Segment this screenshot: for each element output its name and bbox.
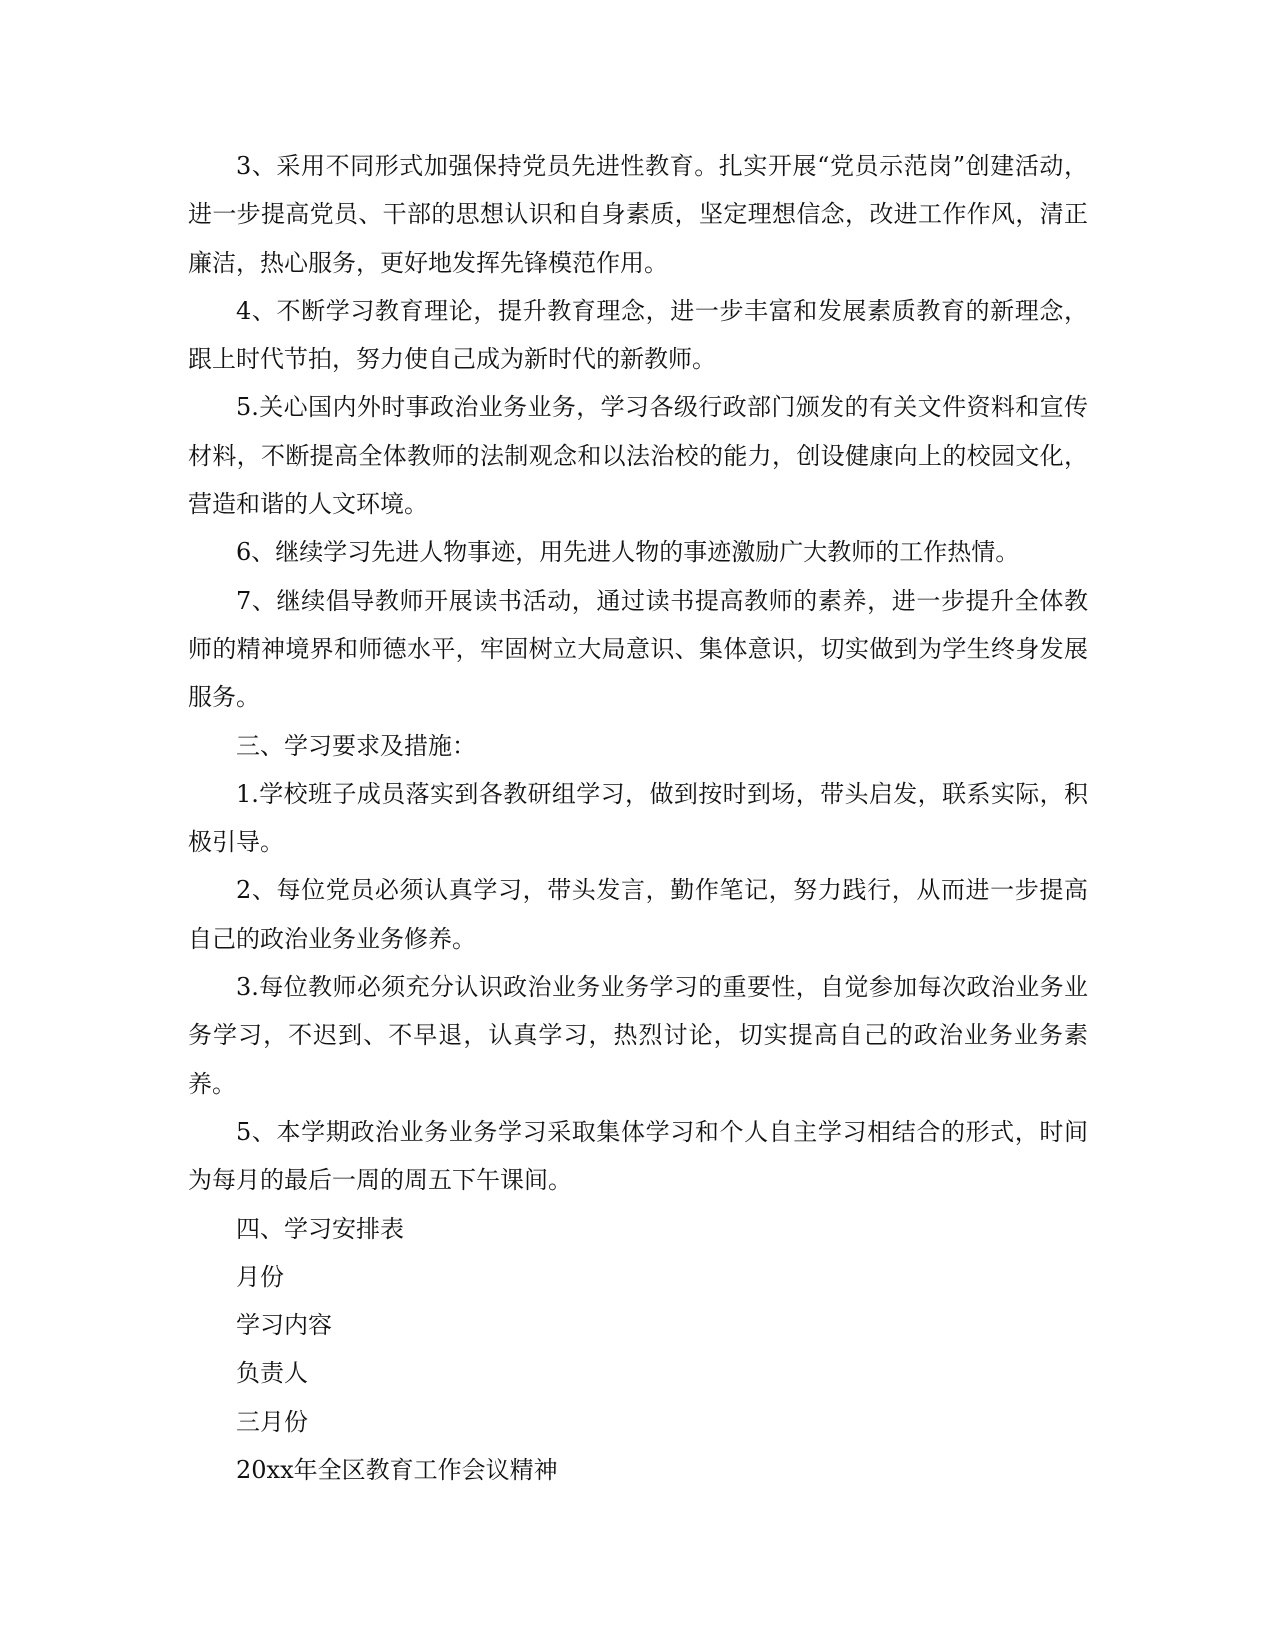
requirement-item-5: 5、本学期政治业务业务学习采取集体学习和个人自主学习相结合的形式，时间为每月的最后一周的周五下午课间。 bbox=[188, 1117, 1088, 1195]
paragraph-item-3: 3、采用不同形式加强保持党员先进性教育。扎实开展“党员示范岗”创建活动，进一步提高党员、干部的思想认识和自身素质，坚定理想信念，改进工作作风，清正廉洁，热心服务，更好地发挥先锋模范作用。 bbox=[188, 152, 1088, 277]
requirement-item-2: 2、每位党员必须认真学习，带头发言，勤作笔记，努力践行，从而进一步提高自己的政治业务业务修养。 bbox=[188, 876, 1088, 953]
requirement-item-3: 3.每位教师必须充分认识政治业务业务学习的重要性，自觉参加每次政治业务业务学习，不迟到、不早退，认真学习，热烈讨论，切实提高自己的政治业务业务素养。 bbox=[188, 973, 1088, 1098]
schedule-month-march: 三月份 bbox=[236, 1407, 308, 1436]
paragraph-item-5: 5.关心国内外时事政治业务业务，学习各级行政部门颁发的有关文件资料和宣传材料，不断提高全体教师的法制观念和以法治校的能力，创设健康向上的校园文化，营造和谐的人文环境。 bbox=[188, 393, 1088, 519]
paragraph-item-6: 6、继续学习先进人物事迹，用先进人物的事迹激励广大教师的工作热情。 bbox=[236, 538, 1020, 567]
schedule-header-content: 学习内容 bbox=[236, 1311, 332, 1340]
schedule-header-owner: 负责人 bbox=[236, 1359, 308, 1388]
section-heading-schedule: 四、学习安排表 bbox=[236, 1214, 404, 1243]
section-heading-requirements: 三、学习要求及措施： bbox=[236, 731, 476, 760]
paragraph-item-7: 7、继续倡导教师开展读书活动，通过读书提高教师的素养，进一步提升全体教师的精神境界和师德水平，牢固树立大局意识、集体意识，切实做到为学生终身发展服务。 bbox=[188, 586, 1088, 712]
document-body bbox=[188, 142, 1088, 1494]
requirement-item-1: 1.学校班子成员落实到各教研组学习，做到按时到场，带头启发，联系实际，积极引导。 bbox=[188, 779, 1088, 857]
schedule-content-march: 20xx年全区教育工作会议精神 bbox=[236, 1456, 558, 1485]
schedule-header-month: 月份 bbox=[236, 1262, 284, 1291]
paragraph-item-4: 4、不断学习教育理论，提升教育理念，进一步丰富和发展素质教育的新理念，跟上时代节拍，努力使自己成为新时代的新教师。 bbox=[188, 296, 1088, 374]
